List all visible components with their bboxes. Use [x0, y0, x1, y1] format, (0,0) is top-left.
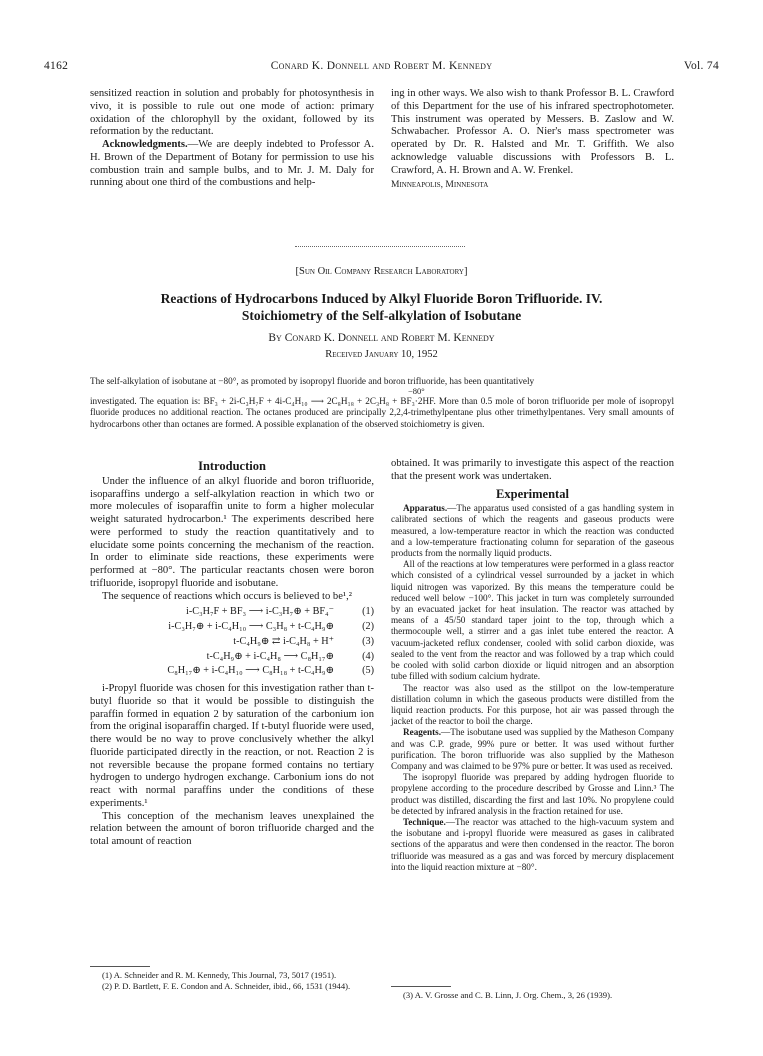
prev-article-right-column — [391, 88, 674, 192]
equation-number: (5) — [362, 665, 374, 677]
article-title-line-1: Reactions of Hydrocarbons Induced by Alkyl Fluoride Boron Trifluoride. IV. — [160, 291, 603, 306]
footnotes-left — [90, 970, 374, 991]
equation: C₈H₁₇⊕ + i-C₄H₁₀ ⟶ C₈H₁₈ + t-C₄H₉⊕ — [167, 665, 334, 677]
intro-paragraph-1: Under the influence of an alkyl fluoride and boron trifluoride, isoparaffins undergo a self-alkylation reaction in which two or more molecules of isoparaffin unite to form a higher molecular weight saturated hydrocarbon.¹ The experiments described here were performed to study the reaction quantitatively and to elucidate some points concerning the mechanism of the reaction. In order to eliminate side reactions, these experiments were performed at −80°. The particular reactants chosen were boron trifluoride, isopropyl fluoride and isobutane. — [90, 475, 374, 589]
apparatus-paragraph — [391, 503, 674, 559]
acknowledgments-text: —We are deeply indebted to Professor A. H. Brown of the Department of Botany for permission to use his combustion train and sample bulbs, and to Mr. J. M. Daly for running about one third of the combustions and help- — [90, 139, 374, 189]
stillpot-paragraph: The reactor was also used as the stillpot on the low-temperature distillation column in which the gaseous products were distilled from the liquid reaction products. For this purpose, hot air was passed through the jacket of the reactor to boil the charge. — [391, 682, 674, 727]
equation-row — [90, 605, 374, 620]
running-title: Conard K. Donnell and Robert M. Kennedy — [270, 60, 493, 72]
introduction-heading: Introduction — [198, 459, 266, 473]
acknowledgments-label: Acknowledgments. — [102, 139, 188, 150]
footnotes-right — [391, 990, 674, 1001]
apparatus-text: —The apparatus used consisted of a gas handling system in calibrated sections of which the reagents and gaseous products were measured, a low-temperature reactor in which the reaction was conducted and a low-temperature fractionating column for separation of the gaseous products from the normally liquid products. — [391, 503, 674, 559]
intro-continuation: obtained. It was primarily to investigate this aspect of the reaction that the present work was undertaken. — [391, 458, 674, 482]
prev-article-left-column — [90, 88, 374, 190]
technique-text: —The reactor was attached to the high-vacuum system and the isobutane and i-propyl fluoride were measured as gases in calibrated sections of the apparatus and were then condensed in the reactor. The boron trifluoride was measured as a gas and was forced by mercury displacement into the liquid reaction mixture at −80°. — [391, 816, 674, 872]
article-title — [0, 290, 763, 324]
prev-article-paragraph: sensitized reaction in solution and probably for photosynthesis in vivo, it is possible to rule out one mode of action: primary oxidation of the chlorophyll by the oxidant, followed by its reformation by the reductant. — [90, 88, 374, 138]
reagents-paragraph — [391, 727, 674, 772]
reaction-equations — [90, 605, 374, 679]
experimental-heading: Experimental — [496, 486, 569, 501]
equation: t-C₄H₉⊕ ⇄ i-C₄H₈ + H⁺ — [233, 635, 334, 647]
equation: t-C₄H₉⊕ + i-C₄H₈ ⟶ C₈H₁₇⊕ — [206, 650, 334, 662]
footnote-2: (2) P. D. Bartlett, F. E. Condon and A. Schneider, ibid., 66, 1531 (1944). — [102, 980, 351, 991]
received-line: Received January 10, 1952 — [325, 349, 438, 360]
equation-number: (1) — [362, 606, 374, 618]
isopropyl-paragraph: The isopropyl fluoride was prepared by adding hydrogen fluoride to propylene according to the procedure described by Grosse and Linn.³ The product was distilled, discarding the first and last 10%. No propylene could be detected by infrared analysis in the fraction retained for use. — [391, 772, 674, 816]
technique-label: Technique. — [403, 816, 446, 827]
authors-line: By Conard K. Donnell and Robert M. Kennedy — [268, 332, 495, 344]
equation-row — [90, 664, 374, 679]
footnote-1: (1) A. Schneider and R. M. Kennedy, This Journal, 73, 5017 (1951). — [102, 970, 337, 980]
equation-row — [90, 635, 374, 650]
location-line: Minneapolis, Minnesota — [391, 180, 489, 191]
equation-number: (3) — [362, 635, 374, 647]
abstract — [90, 376, 674, 430]
equation-row — [90, 620, 374, 635]
equation: i-C₃H₇F + BF₃ ⟶ i-C₃H₇⊕ + BF₄⁻ — [186, 606, 334, 618]
equation-row — [90, 650, 374, 665]
reagents-label: Reagents. — [403, 727, 442, 738]
intro-paragraph-2: The sequence of reactions which occurs is believed to be¹,² — [102, 590, 352, 602]
acknowledgments-paragraph — [90, 139, 374, 190]
article-divider — [295, 246, 465, 247]
left-body-column — [90, 456, 374, 849]
equation: i-C₃H₇⊕ + i-C₄H₁₀ ⟶ C₃H₈ + t-C₄H₉⊕ — [168, 621, 334, 632]
technique-paragraph — [391, 817, 674, 873]
footnote-rule-left — [90, 966, 150, 967]
equation-number: (2) — [362, 621, 374, 632]
intro-paragraph-3: i-Propyl fluoride was chosen for this investigation rather than t-butyl fluoride so that it would be possible to distinguish the paraffin formed in equation 2 by saturation of the carbonium ion from the original isoparaffin charged. If t-butyl fluoride were used, there would be no way to prove conclusively whether the alkyl fluoride participated directly in the reaction, or not. Reaction 2 is not reversible because the propane formed contains no tertiary hydrogen to undergo hydrogen exchange. Carbonium ions do not react with normal paraffins under the conditions of these experiments.¹ — [90, 683, 374, 809]
apparatus-label: Apparatus. — [403, 503, 448, 514]
lab-line: [Sun Oil Company Research Laboratory] — [295, 266, 468, 277]
footnote-3: (3) A. V. Grosse and C. B. Linn, J. Org. Chem., 3, 26 (1939). — [403, 990, 613, 1000]
intro-paragraph-4: This conception of the mechanism leaves unexplained the relation between the amount of boron trifluoride charged and the total amount of reaction — [90, 810, 374, 847]
equation-number: (4) — [362, 650, 374, 662]
reactor-paragraph: All of the reactions at low temperatures were performed in a glass reactor which consisted of a cylindrical vessel surrounded by a jacket in which liquid nitrogen was vaporized. By this means the temperature could be reduced well below −100°. This jacket in turn was completely surrounded by an evacuated jacket for heat insulation. The reactor was attached by means of a 45/50 standard taper joint to the top, through which a thermocouple well, a stirrer and a gas inlet tube entered the reactor. A vacuum-jacketed reflux condenser, cooled with solid carbon dioxide, was sealed to the vent from the reactor and was followed by a trap which could be cooled with solid carbon dioxide or liquid nitrogen and an absorption tube filled with sodium calcium hydrate. — [391, 559, 674, 682]
footnote-rule-right — [391, 986, 451, 987]
abstract-line-1: The self-alkylation of isobutane at −80°, as promoted by isopropyl fluoride and boron trifluoride, has been quantitatively — [90, 376, 535, 386]
abstract-rest: investigated. The equation is: BF₃ + 2i-C₃H₇F + 4i-C₄H₁₀ ⟶ 2C₈H₁₈ + 2C₃H₈ + BF₃·2HF. More than 0.5 mole of boron trifluoride per mole of isopropyl fluoride produces no additional reaction. The octanes produced are principally 2,2,4-trimethylpentane plus other trimethylpentanes. Very small amounts of hydrocarbons other than octanes are formed. A possible explanation of the observed stoichiometry is given. — [90, 396, 674, 429]
abstract-arrow-label: −80° — [408, 386, 425, 397]
volume-number: Vol. 74 — [683, 60, 719, 72]
right-body-column — [391, 458, 674, 873]
article-title-line-2: Stoichiometry of the Self-alkylation of Isobutane — [241, 308, 522, 323]
prev-article-right-paragraph: ing in other ways. We also wish to thank Professor B. L. Crawford of this Department for the use of his infrared spectrophotometer. This instrument was operated by Messers. B. Zaslow and W. Schwabacher. Professor A. O. Nier's mass spectrometer was operated by Dr. R. Halsted and Mr. T. Griffith. We also acknowledge valuable discussions with Professors B. L. Crawford, A. H. Brown and A. W. Frenkel. — [391, 88, 674, 176]
page-number: 4162 — [44, 60, 69, 72]
reagents-text: —The isobutane used was supplied by the Matheson Company and was C.P. grade, 99% pure or better. It was used without further purification. The boron trifluoride was also supplied by the Matheson Company and was claimed to be 97% pure or better. It was used as received. — [391, 727, 674, 771]
